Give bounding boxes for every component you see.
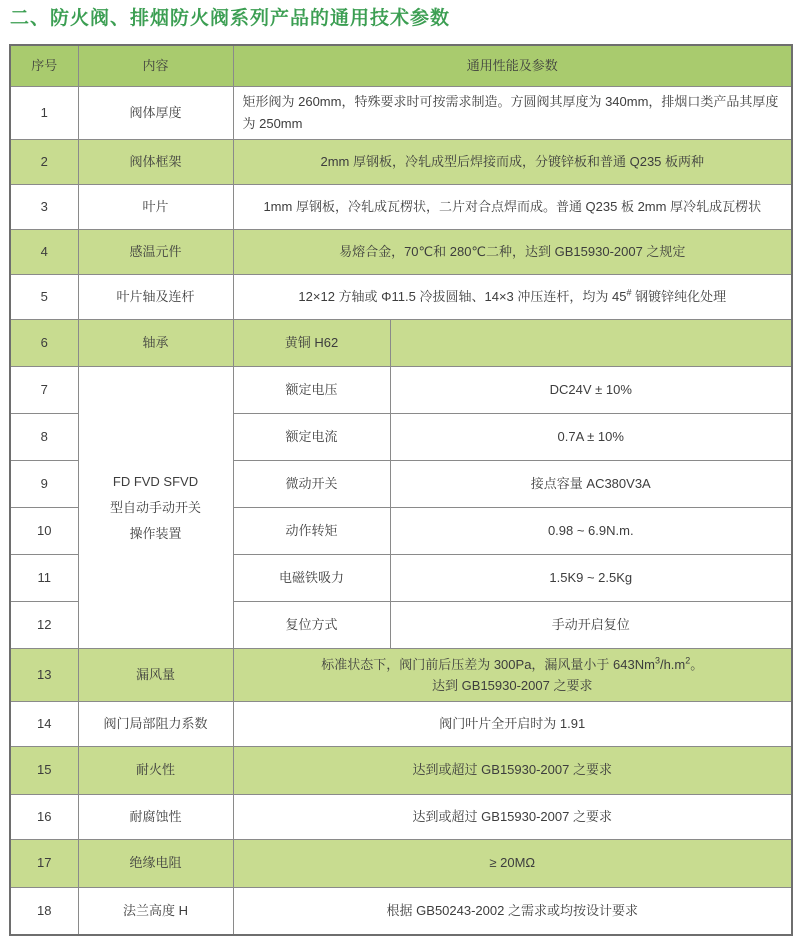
row-5-value-post: 钢镀锌纯化处理 [631,288,727,304]
row-16-value: 达到或超过 GB15930-2007 之要求 [233,794,792,839]
header-no: 序号 [10,45,78,86]
row-7-sub-value: DC24V ± 10% [390,366,792,413]
row-18-value: 根据 GB50243-2002 之需求或均按设计要求 [233,887,792,935]
table-row-1 [10,86,792,139]
table-row-15 [10,746,792,794]
row-13-value [233,648,792,701]
table-row-17 [10,839,792,887]
row-4-value: 易熔合金，70℃和 280℃二种，达到 GB15930-2007 之规定 [233,229,792,274]
row-13-line1-sup2: 2 [685,655,691,666]
table-row-2 [10,139,792,184]
table-row-13 [10,648,792,701]
row-10-no: 10 [10,507,78,554]
row-13-no: 13 [10,648,78,701]
row-1-value: 矩形阀为 260mm，特殊要求时可按需求制造。方圆阀其厚度为 340mm，排烟口类产品其厚度为 250mm [233,86,792,139]
row-10-sub-label: 动作转矩 [233,507,390,554]
row-5-value-pre: 12×12 方轴或 Φ11.5 冷拔圆轴、14×3 冲压连杆，均为 45 [298,288,627,304]
row-12-no: 12 [10,601,78,648]
row-8-sub-value: 0.7A ± 10% [390,413,792,460]
operator-device-line-3: 操作装置 [129,525,182,541]
row-18-no: 18 [10,887,78,935]
table-row-16 [10,794,792,839]
row-2-no: 2 [10,139,78,184]
row-13-line1-sup1: 3 [654,655,660,666]
row-5-no: 5 [10,274,78,319]
table-row-7 [10,366,792,413]
row-1-item: 阀体厚度 [78,86,233,139]
header-params: 通用性能及参数 [233,45,792,86]
spec-table [9,44,793,936]
row-8-no: 8 [10,413,78,460]
row-12-sub-label: 复位方式 [233,601,390,648]
row-3-no: 3 [10,184,78,229]
row-13-value-line-2: 达到 GB15930-2007 之要求 [432,677,593,693]
row-1-no: 1 [10,86,78,139]
row-4-item: 感温元件 [78,229,233,274]
row-6-sub-label: 黄铜 H62 [233,319,390,366]
row-13-item: 漏风量 [78,648,233,701]
row-14-value: 阀门叶片全开启时为 1.91 [233,701,792,746]
row-16-no: 16 [10,794,78,839]
operator-device-cell [78,366,233,648]
table-row-6 [10,319,792,366]
row-13-line1-end: 。 [690,656,704,672]
row-11-sub-label: 电磁铁吸力 [233,554,390,601]
table-row-3 [10,184,792,229]
row-17-item: 绝缘电阻 [78,839,233,887]
row-7-sub-label: 额定电压 [233,366,390,413]
table-row-18 [10,887,792,935]
row-15-value: 达到或超过 GB15930-2007 之要求 [233,746,792,794]
row-9-no: 9 [10,460,78,507]
page-title: 二、防火阀、排烟防火阀系列产品的通用技术参数 [10,8,451,29]
table-row-14 [10,701,792,746]
row-5-value [233,274,792,319]
row-3-value: 1mm 厚钢板，冷轧成瓦楞状，二片对合点焊而成。普通 Q235 板 2mm 厚冷轧成瓦楞状 [233,184,792,229]
row-6-sub-value [390,319,792,366]
row-4-no: 4 [10,229,78,274]
operator-device-line-2: 型自动手动开关 [109,499,201,515]
row-12-sub-value: 手动开启复位 [390,601,792,648]
row-16-item: 耐腐蚀性 [78,794,233,839]
row-14-item: 阀门局部阻力系数 [78,701,233,746]
row-18-item: 法兰高度 H [78,887,233,935]
row-15-no: 15 [10,746,78,794]
row-5-value-sup: # [626,287,632,298]
row-10-sub-value: 0.98 ~ 6.9N.m. [390,507,792,554]
row-6-no: 6 [10,319,78,366]
row-9-sub-value: 接点容量 AC380V3A [390,460,792,507]
table-header-row [10,45,792,86]
table-row-5 [10,274,792,319]
row-7-no: 7 [10,366,78,413]
row-2-value: 2mm 厚钢板，冷轧成型后焊接而成，分镀锌板和普通 Q235 板两种 [233,139,792,184]
row-13-value-line-1 [240,654,786,675]
row-15-item: 耐火性 [78,746,233,794]
row-9-sub-label: 微动开关 [233,460,390,507]
row-8-sub-label: 额定电流 [233,413,390,460]
row-11-sub-value: 1.5K9 ~ 2.5Kg [390,554,792,601]
row-6-item: 轴承 [78,319,233,366]
table-row-4 [10,229,792,274]
row-3-item: 叶片 [78,184,233,229]
row-11-no: 11 [10,554,78,601]
row-13-line1-mid: /h.m [659,656,686,672]
row-5-item: 叶片轴及连杆 [78,274,233,319]
row-17-no: 17 [10,839,78,887]
row-14-no: 14 [10,701,78,746]
row-2-item: 阀体框架 [78,139,233,184]
row-17-value: ≥ 20MΩ [233,839,792,887]
header-content: 内容 [78,45,233,86]
operator-device-line-1: FD FVD SFVD [112,473,199,489]
row-13-line1-pre: 标准状态下，阀门前后压差为 300Pa，漏风量小于 643Nm [321,656,655,672]
